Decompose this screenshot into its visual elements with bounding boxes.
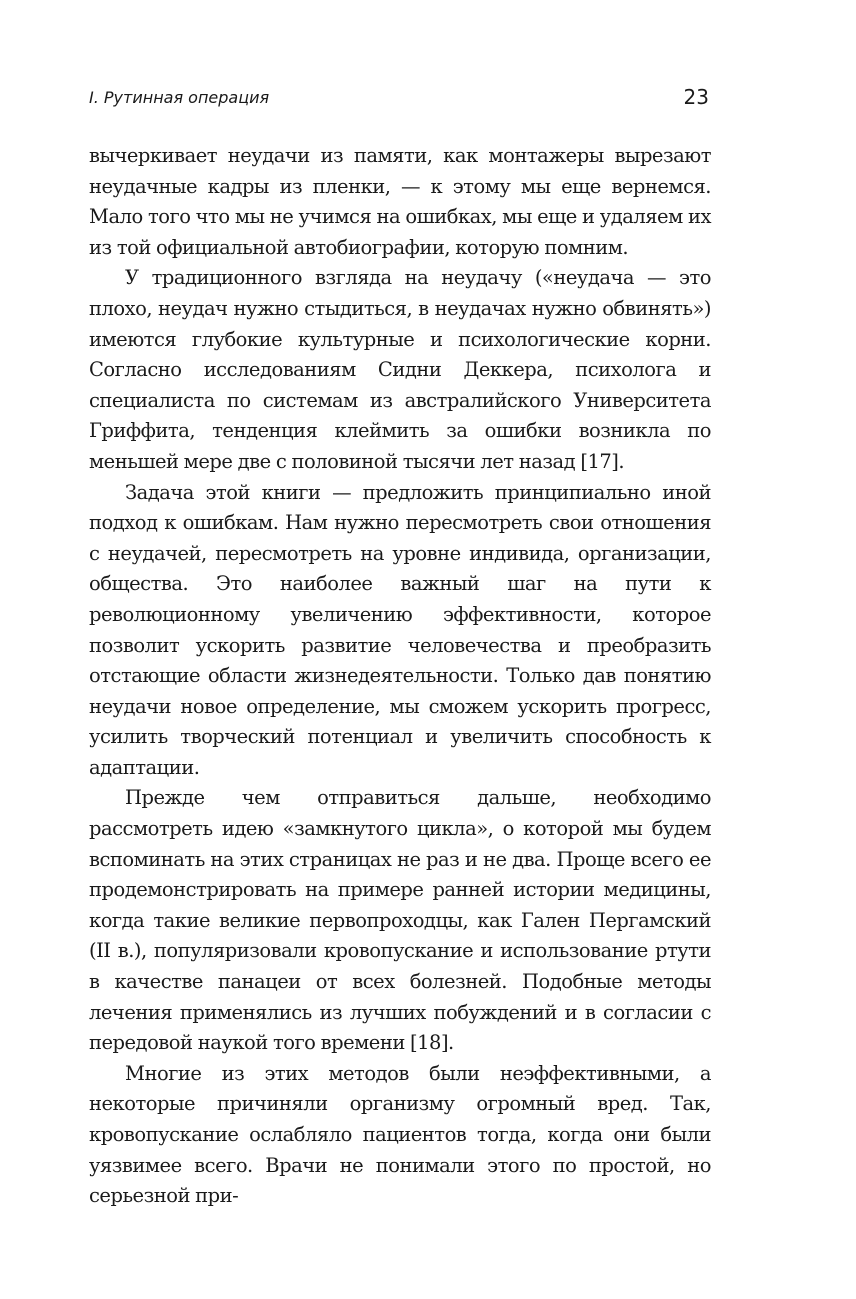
paragraph: вычеркивает неудачи из памяти, как монтажеры вырезают неудачные кадры из пленки, — к этому мы еще вернемся. Мало того что мы не учимся на ошибках, мы еще и удаляем их из той официальной автобиографии, которую помним. <box>89 144 711 259</box>
paragraph: Задача этой книги — предложить принципиально иной подход к ошибкам. Нам нужно пересмотреть свои отношения с неудачей, пересмотреть на уровне индивида, организации, общества. Это наиболее важный шаг на пути к революционному увеличению эффективности, которое позволит ускорить развитие человечества и преобразить отстающие области жизнедеятельности. Только дав понятию неудачи новое определение, мы сможем ускорить прогресс, усилить творческий потенциал и увеличить способность к адаптации. <box>89 480 711 779</box>
paragraph: У традиционного взгляда на неудачу («неудача — это плохо, неудач нужно стыдиться, в неудачах нужно обвинять») имеются глубокие культурные и психологические корни. Согласно исследованиям Сидни Деккера, психолога и специалиста по системам из австралийского Университета Гриффита, тенденция клеймить за ошибки возникла по меньшей мере две с половиной тысячи лет назад [17]. <box>89 266 711 473</box>
paragraph: Прежде чем отправиться дальше, необходимо рассмотреть идею «замкнутого цикла», о которой мы будем вспоминать на этих страницах не раз и не два. Проще всего ее продемонстрировать на примере ранней истории медицины, когда такие великие первопроходцы, как Гален Пергамский (II в.), популяризовали кровопускание и использование ртути в качестве панацеи от всех болезней. Подобные методы лечения применялись из лучших побуждений и в согласии с передовой наукой того времени [18]. <box>89 786 711 1055</box>
page-number: 23 <box>683 85 709 109</box>
paragraph: Многие из этих методов были неэффективными, а некоторые причиняли организму огромный вред. Так, кровопускание ослабляло пациентов тогда, когда они были уязвимее всего. Врачи не понимали этого по простой, но серьезной при- <box>89 1061 711 1208</box>
running-title: I. Рутинная операция <box>89 88 270 107</box>
running-header <box>89 85 711 111</box>
body-text <box>89 141 711 1212</box>
